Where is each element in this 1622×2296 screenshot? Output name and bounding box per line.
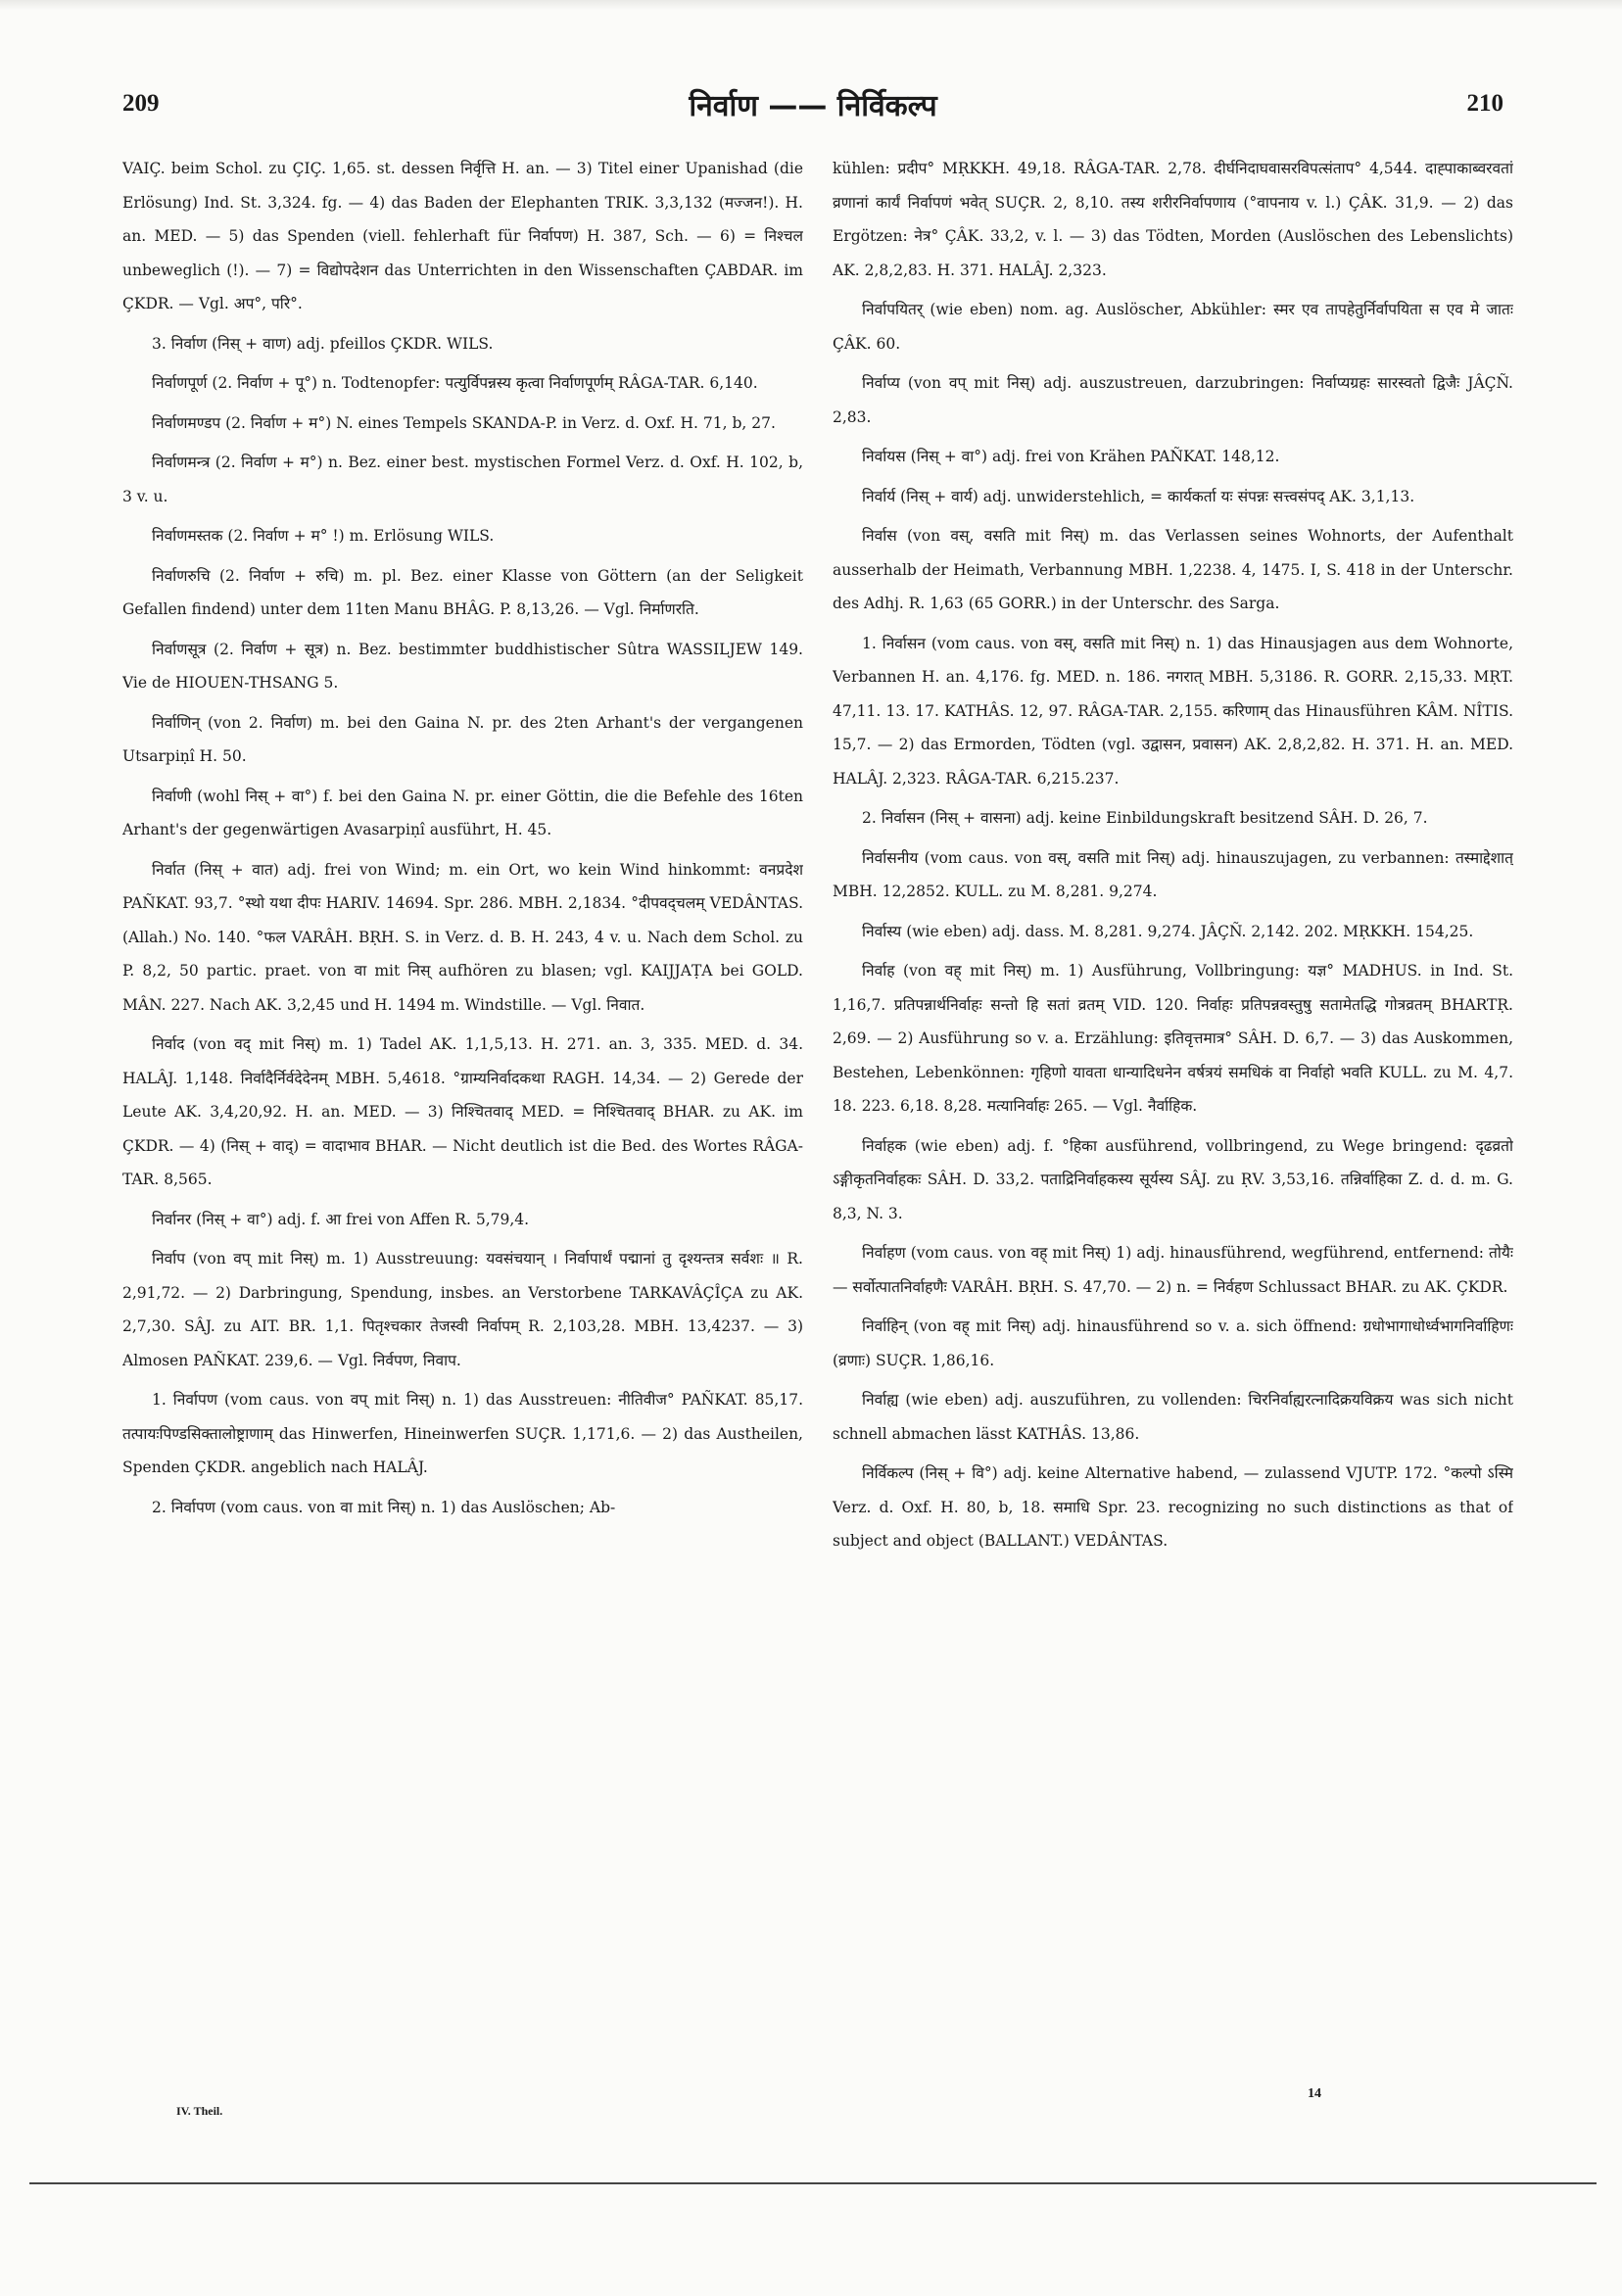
dictionary-entry: निर्वाणसूत्र (2. निर्वाण + सूत्र) n. Bez. bestimmter buddhistischer Sûtra WASSILJEW 149. Vie de HIOUEN-THSANG 5. (122, 640, 803, 692)
page-number-left: 209 (122, 90, 160, 117)
right-column (833, 152, 1513, 2101)
dictionary-entry: निर्वाणमन्त्र (2. निर्वाण + म°) n. Bez. einer best. mystischen Formel Verz. d. Oxf. H. 102, b, 3 v. u. (122, 454, 803, 505)
bottom-rule (29, 2182, 1597, 2184)
dictionary-entry: निर्वार्य (निस् + वार्य) adj. unwiderstehlich, = कार्यकर्ता यः संपन्नः सत्त्वसंपद् AK. 3,1,13. (862, 487, 1415, 505)
dictionary-entry: kühlen: प्रदीप° MṚKKH. 49,18. RÂGA-TAR. 2,78. दीर्घनिदाघवासरविपत्संताप° 4,544. दाह्पाकाब्वरवतां व्रणानां कार्यं निर्वापणं भवेत् SUÇR. 2, 8,10. तस्य शरीरनिर्वापणाय (°वापनाय v. l.) ÇÂK. 31,9. — 2) das Ergötzen: नेत्र° ÇÂK. 33,2, v. l. — 3) das Tödten, Morden (Auslöschen des Lebenslichts) AK. 2,8,2,83. H. 371. HALÂJ. 2,323. (833, 160, 1513, 279)
dictionary-entry: निर्विकल्प (निस् + वि°) adj. keine Alternative habend, — zulassend VJUTP. 172. °कल्पो ऽस्मि Verz. d. Oxf. H. 80, b, 18. समाधि Spr. 23. recognizing no such distinctions as that of subject and object (BALLANT.) VEDÂNTAS. (833, 1464, 1513, 1550)
dictionary-entry: निर्वाणी (wohl निस् + वा°) f. bei den Gaina N. pr. einer Göttin, die die Befehle des 16ten Arhant's der gegenwärtigen Avasarpiṇî ausführt, H. 45. (122, 787, 803, 838)
dictionary-entry: निर्वाह्य (wie eben) adj. auszuführen, zu vollenden: चिरनिर्वाह्यरत्नादिक्रयविक्रय was sich nicht schnell abmachen lässt KATHÂS. 13,86. (833, 1391, 1513, 1443)
dictionary-entry: निर्वाप (von वप् mit निस्) m. 1) Ausstreuung: यवसंचयान् । निर्वापार्थं पद्मानां तु दृश्यन्तत्र सर्वशः ॥ R. 2,91,72. — 2) Darbringung, Spendung, insbes. an Verstorbene TARKAVÂÇÎÇA zu AK. 2,7,30. SÂJ. zu AIT. BR. 1,1. पितृश्चकार तेजस्वी निर्वापम् R. 2,103,28. MBH. 13,4237. — 3) Almosen PAÑKAT. 239,6. — Vgl. निर्वपण, निवाप. (122, 1250, 803, 1369)
running-head: निर्वाण —— निर्विकल्प (689, 89, 937, 123)
dictionary-entry: निर्वाहण (vom caus. von वह् mit निस्) 1) adj. hinausführend, wegführend, entfernend: तोयैः — सर्वोत्पातनिर्वाहणैः VARÂH. BṚH. S. 47,70. — 2) n. = निर्वहण Schlussact BHAR. zu AK. ÇKDR. (833, 1244, 1513, 1296)
dictionary-entry: निर्वाणमस्तक (2. निर्वाण + म° !) m. Erlösung WILS. (152, 527, 495, 545)
volume-signature: IV. Theil. (176, 2104, 223, 2118)
page-number-right: 210 (1466, 90, 1503, 117)
dictionary-entry: VAIÇ. beim Schol. zu ÇIÇ. 1,65. st. dessen निर्वृत्ति H. an. — 3) Titel einer Upanishad (die Erlösung) Ind. St. 3,324. fg. — 4) das Baden der Elephanten TRIK. 3,3,132 (मज्जन!). H. an. MED. — 5) das Spenden (viell. fehlerhaft für निर्वापण) H. 387, Sch. — 6) = निश्चल unbeweglich (!). — 7) = विद्योपदेशन das Unterrichten in den Wissenschaften ÇABDAR. im ÇKDR. — Vgl. अप°, परि°. (122, 160, 803, 312)
dictionary-entry: निर्वात (निस् + वात) adj. frei von Wind; m. ein Ort, wo kein Wind hinkommt: वनप्रदेश PAÑKAT. 93,7. °स्थो यथा दीपः HARIV. 14694. Spr. 286. MBH. 2,1834. °दीपवद्चलम् VEDÂNTAS. (Allah.) No. 140. °फल VARÂH. BṚH. S. in Verz. d. B. H. 243, 4 v. u. Nach dem Schol. zu P. 8,2, 50 partic. praet. von वा mit निस् aufhören zu blasen; vgl. KAIJJAṬA bei GOLD. MÂN. 227. Nach AK. 3,2,45 und H. 1494 m. Windstille. — Vgl. निवात. (122, 860, 803, 1014)
dictionary-entry: निर्वास (von वस्, वसति mit निस्) m. das Verlassen seines Wohnorts, der Aufenthalt ausserhalb der Heimath, Verbannung MBH. 1,2238. 4, 1475. I, S. 418 in der Unterschr. des Adhj. R. 1,63 (65 GORR.) in der Unterschr. des Sarga. (833, 527, 1513, 612)
dictionary-entry: निर्वाहिन् (von वह् mit निस्) adj. hinausführend so v. a. sich öffnend: ग्रधोभागाधोर्ध्वभागनिर्वाहिणः (व्रणाः) SUÇR. 1,86,16. (833, 1317, 1513, 1369)
page-edge-shadow (0, 0, 1622, 10)
dictionary-entry: निर्वाहक (wie eben) adj. f. °हिका ausführend, vollbringend, zu Wege bringend: दृढव्रतो ऽङ्गीकृतनिर्वाहकः SÂH. D. 33,2. पताद्रिनिर्वाहकस्य सूर्यस्य SÂJ. zu ṚV. 3,53,16. तन्निर्वाहिका Z. d. d. m. G. 8,3, N. 3. (833, 1136, 1513, 1222)
dictionary-entry: 2. निर्वासन (निस् + वासना) adj. keine Einbildungskraft besitzend SÂH. D. 26, 7. (862, 809, 1428, 827)
dictionary-entry: निर्वाणरुचि (2. निर्वाण + रुचि) m. pl. Bez. einer Klasse von Göttern (an der Seligkeit Gefallen findend) unter dem 11ten Manu BHÂG. P. 8,13,26. — Vgl. निर्माणरति. (122, 566, 803, 618)
dictionary-entry: निर्वासनीय (vom caus. von वस्, वसति mit निस्) adj. hinauszujagen, zu verbannen: तस्माद्देशात् MBH. 12,2852. KULL. zu M. 8,281. 9,274. (833, 848, 1513, 900)
dictionary-entry: निर्वाणपूर्ण (2. निर्वाण + पू°) n. Todtenopfer: पत्युर्विपन्नस्य कृत्वा निर्वाणपूर्णम् RÂGA-TAR. 6,140. (152, 374, 758, 392)
dictionary-entry: 3. निर्वाण (निस् + वाण) adj. pfeillos ÇKDR. WILS. (152, 334, 494, 353)
dictionary-entry: निर्वाणिन् (von 2. निर्वाण) m. bei den Gaina N. pr. des 2ten Arhant's der vergangenen Utsarpiṇî H. 50. (122, 713, 803, 765)
dictionary-entry: निर्वाप्य (von वप् mit निस्) adj. auszustreuen, darzubringen: निर्वाप्यग्रहः सारस्वतो द्विजैः JÂÇÑ. 2,83. (833, 374, 1513, 426)
dictionary-entry: निर्वाह (von वह् mit निस्) m. 1) Ausführung, Vollbringung: यज्ञ° MADHUS. in Ind. St. 1,16,7. प्रतिपन्नार्थनिर्वाहः सन्तो हि सतां व्रतम् VID. 120. निर्वाहः प्रतिपन्नवस्तुषु सतामेतद्धि गोत्रव्रतम् BHARTṚ. 2,69. — 2) Ausführung so v. a. Erzählung: इतिवृत्तमात्र° SÂH. D. 6,7. — 3) das Auskommen, Bestehen, Lebenkönnen: गृहिणो यावता धान्यादिधनेन वर्षत्रयं समधिकं वा निर्वाहो भवति KULL. zu M. 4,7. 18. 223. 6,18. 8,28. मत्यानिर्वाहः 265. — Vgl. नैर्वाहिक. (833, 962, 1513, 1115)
dictionary-entry: निर्वापयितर् (wie eben) nom. ag. Auslöscher, Abkühler: स्मर एव तापहेतुर्निर्वापयिता स एव मे जातः ÇÂK. 60. (833, 301, 1513, 353)
dictionary-entry: 1. निर्वापण (vom caus. von वप् mit निस्) n. 1) das Ausstreuen: नीतिवीज° PAÑKAT. 85,17. तत्पायःपिण्डसिक्तालोष्ट्राणाम् das Hinwerfen, Hineinwerfen SUÇR. 1,171,6. — 2) das Austheilen, Spenden ÇKDR. angeblich nach HALÂJ. (122, 1391, 803, 1476)
dictionary-entry: निर्वायस (निस् + वा°) adj. frei von Krähen PAÑKAT. 148,12. (862, 448, 1280, 465)
dictionary-entry: निर्वाणमण्डप (2. निर्वाण + म°) N. eines Tempels SKANDA-P. in Verz. d. Oxf. H. 71, b, 27. (152, 413, 776, 432)
dictionary-entry: 1. निर्वासन (vom caus. von वस्, वसति mit निस्) n. 1) das Hinausjagen aus dem Wohnorte, Verbannen H. an. 4,176. fg. MED. n. 186. नगरात् MBH. 5,3186. R. GORR. 2,15,33. MṚT. 47,11. 13. 17. KATHÂS. 12, 97. RÂGA-TAR. 2,155. करिणाम् das Hinausführen KÂM. NÎTIS. 15,7. — 2) das Ermorden, Tödten (vgl. उद्वासन, प्रवासन) AK. 2,8,2,82. H. 371. H. an. MED. HALÂJ. 2,323. RÂGA-TAR. 6,215.237. (833, 634, 1513, 788)
left-column (122, 152, 803, 2101)
dictionary-entry: निर्वानर (निस् + वा°) adj. f. आ frei von Affen R. 5,79,4. (152, 1210, 530, 1228)
dictionary-entry: निर्वास्य (wie eben) adj. dass. M. 8,281. 9,274. JÂÇÑ. 2,142. 202. MṚKKH. 154,25. (862, 922, 1474, 940)
dictionary-entry: 2. निर्वापण (vom caus. von वा mit निस्) n. 1) das Auslöschen; Ab- (152, 1498, 616, 1516)
sheet-signature: 14 (1308, 2086, 1321, 2101)
dictionary-entry: निर्वाद (von वद् mit निस्) m. 1) Tadel AK. 1,1,5,13. H. 271. an. 3, 335. MED. d. 34. HALÂJ. 1,148. निर्वादैर्निर्वदेदेनम् MBH. 5,4618. °ग्राम्यनिर्वादकथा RAGH. 14,34. — 2) Gerede der Leute AK. 3,4,20,92. H. an. MED. — 3) निश्चितवाद् MED. = निश्चितवाद् BHAR. zu AK. im ÇKDR. — 4) (निस् + वाद्) = वादाभाव BHAR. — Nicht deutlich ist die Bed. des Wortes RÂGA-TAR. 8,565. (122, 1035, 803, 1188)
page-header (122, 90, 1503, 129)
